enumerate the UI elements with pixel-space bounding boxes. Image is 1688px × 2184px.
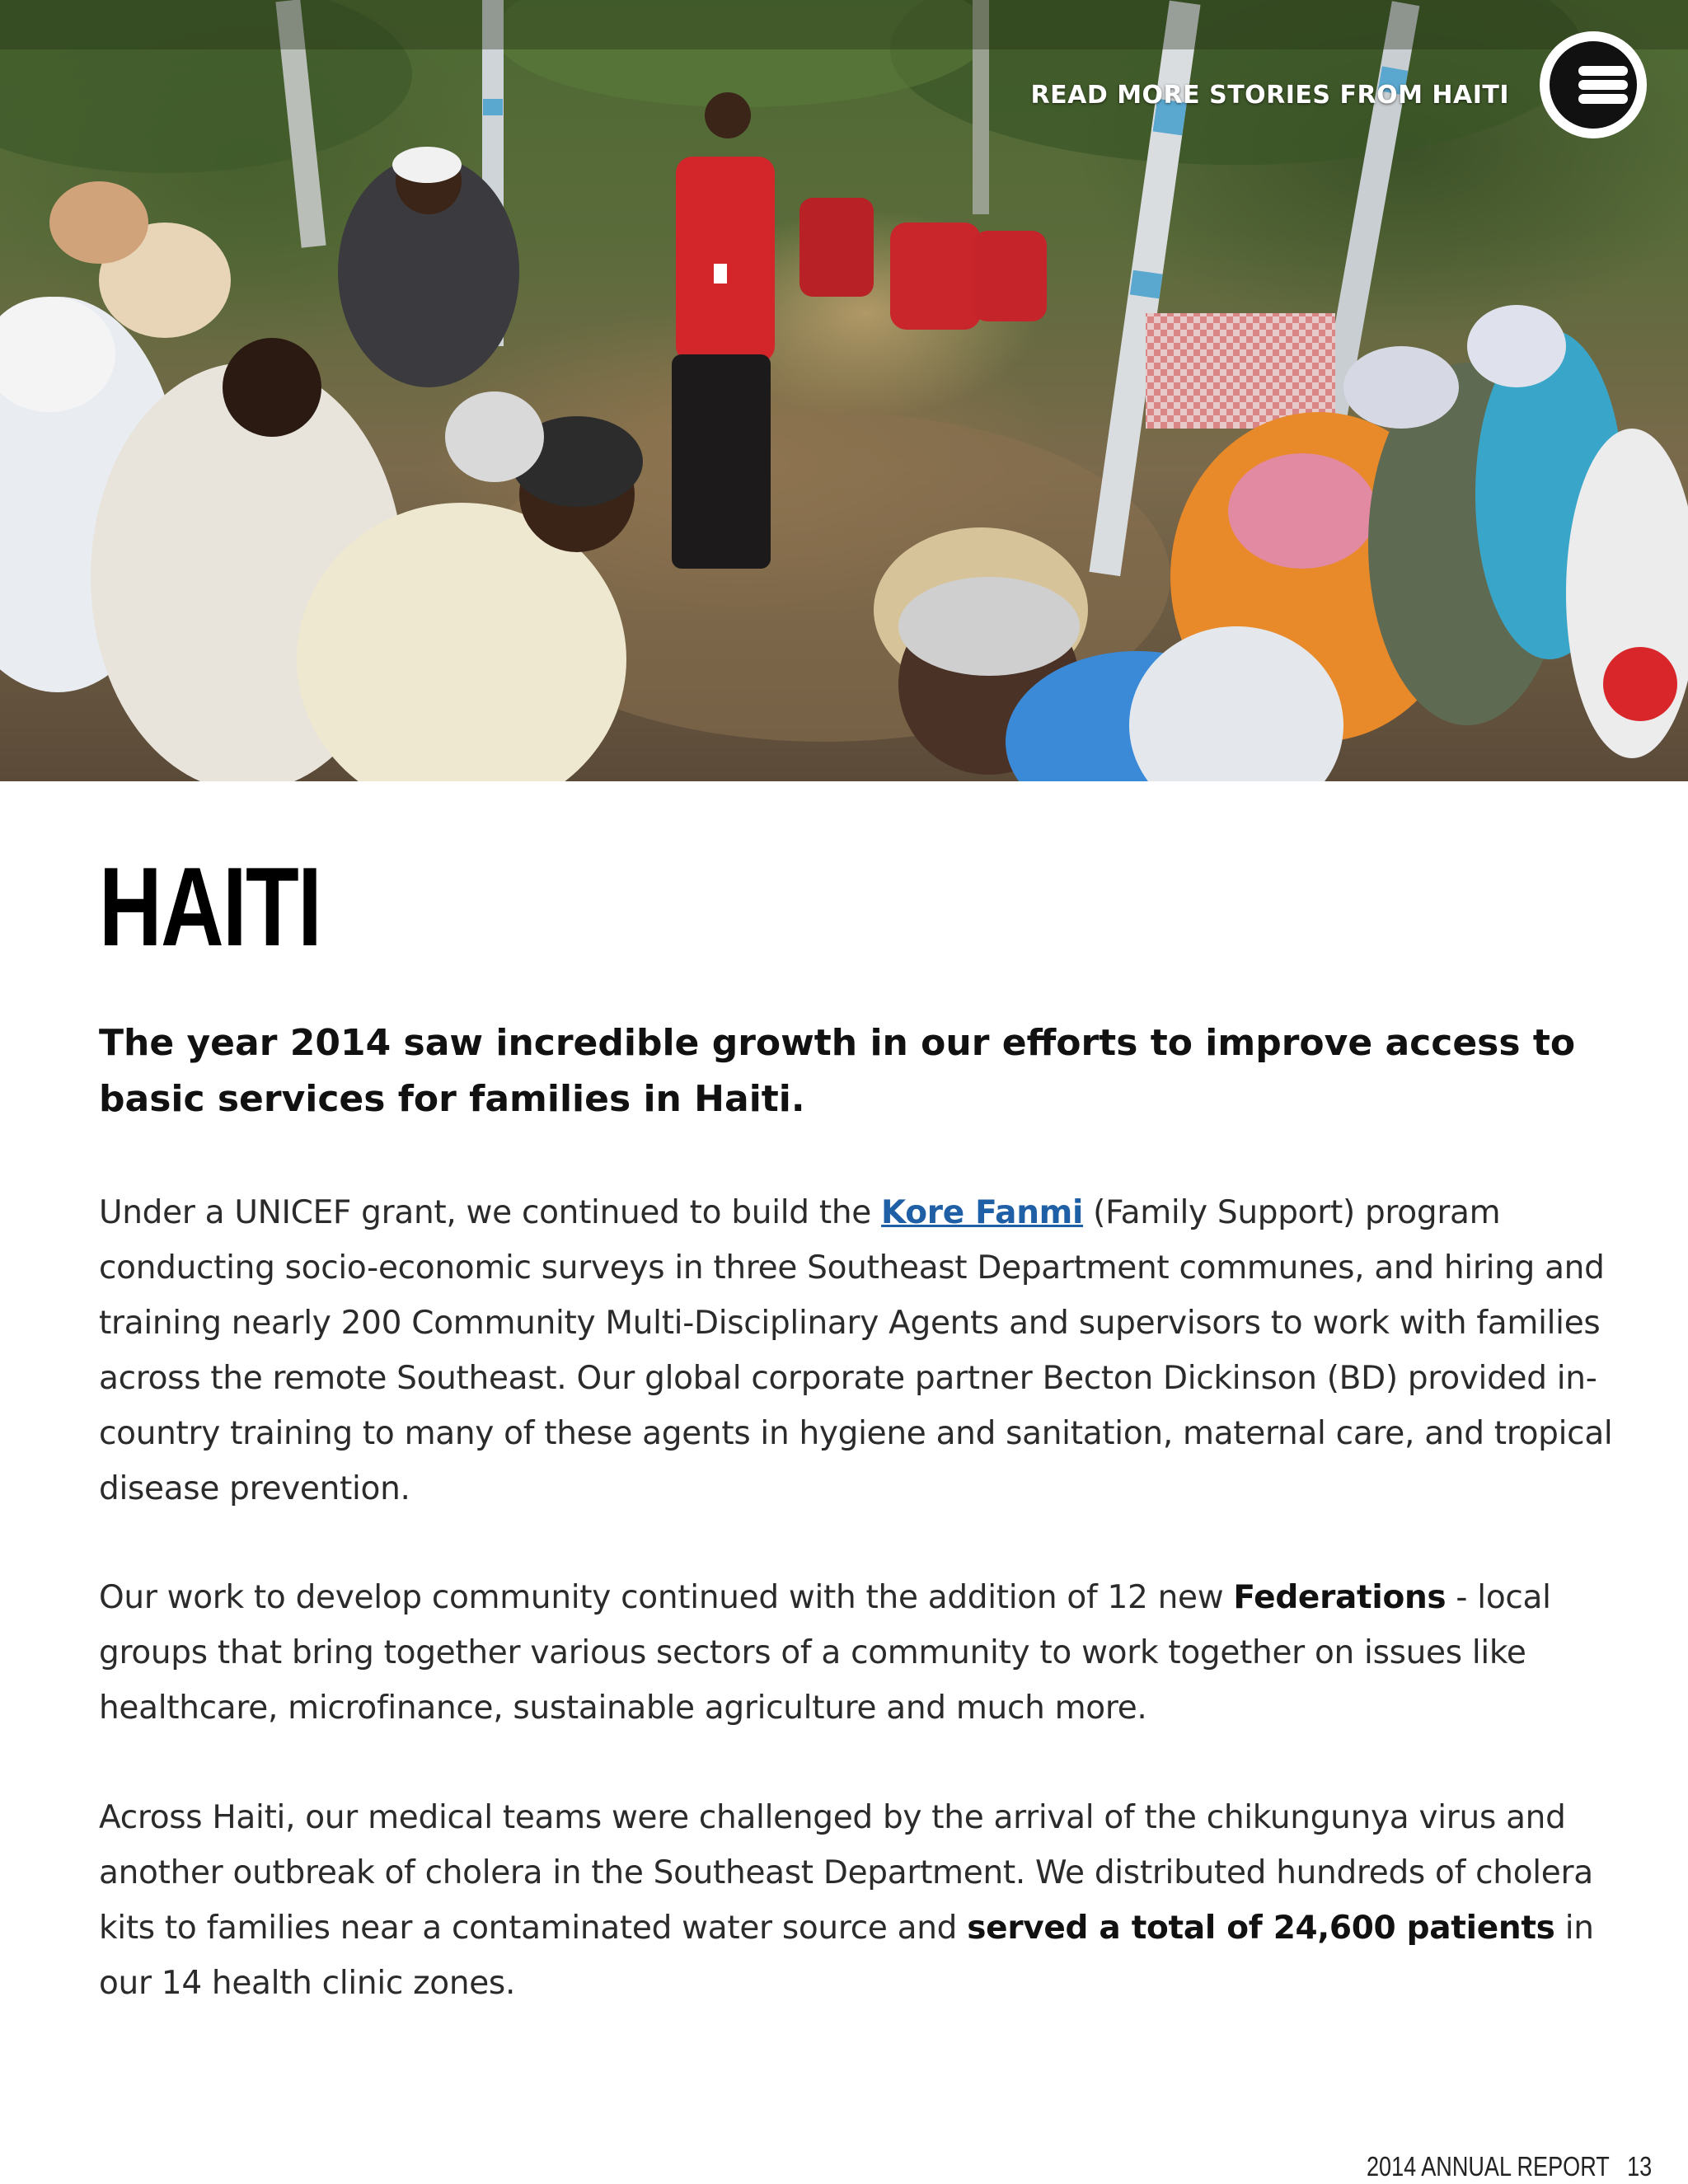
paragraph-text: (Family Support) program conducting socio-economic surveys in three Southeast Department communes, and hiring and training nearly 200 Community Multi-Disciplinary Agents and supervisors to work with families across the remote Southeast. Our global corporate partner Becton Dickinson (BD) provided in-country training to many of these agents in hygiene and sanitation, maternal care, and tropical disease prevention. [99,1194,1613,1507]
hero-photo [0,0,1688,781]
menu-bar-bottom [1578,94,1628,104]
community-meeting-photo [0,0,1688,781]
paragraph-medical-teams [99,1790,1615,2011]
report-label: 2014 ANNUAL REPORT [1366,2151,1610,2182]
paragraph-kore-fanmi [99,1185,1615,1516]
paragraph-text: Across Haiti, our medical teams were challenged by the arrival of the chikungunya virus and another outbreak of cholera in the Southeast Department. We distributed hundreds of cholera kits to families near a contaminated water source and [99,1799,1593,1947]
menu-bar-middle [1578,80,1628,90]
menu-bar-top [1578,66,1628,76]
hamburger-menu-icon [1550,41,1637,129]
kore-fanmi-link[interactable]: Kore Fanmi [881,1194,1084,1231]
page-footer [1367,2151,1652,2182]
menu-button[interactable] [1540,31,1647,138]
lead-paragraph: The year 2014 saw incredible growth in our efforts to improve access to basic services for families in Haiti. [99,1022,1576,1120]
paragraph-text: Our work to develop community continued with the addition of 12 new [99,1579,1234,1616]
page-title: HAITI [99,844,321,969]
read-more-stories-link[interactable]: READ MORE STORIES FROM HAITI [1030,81,1509,110]
page-number: 13 [1626,2151,1652,2182]
paragraph-text: - local groups that bring together various sectors of a community to work together on issues like healthcare, microfinance, sustainable agriculture and much more. [99,1579,1551,1727]
paragraph-text: in our 14 health clinic zones. [99,1910,1594,2002]
paragraph-federations [99,1570,1615,1736]
paragraph-text: Under a UNICEF grant, we continued to build the [99,1194,882,1231]
federations-emphasis: Federations [1233,1579,1447,1616]
patients-served-emphasis: served a total of 24,600 patients [967,1910,1555,1947]
